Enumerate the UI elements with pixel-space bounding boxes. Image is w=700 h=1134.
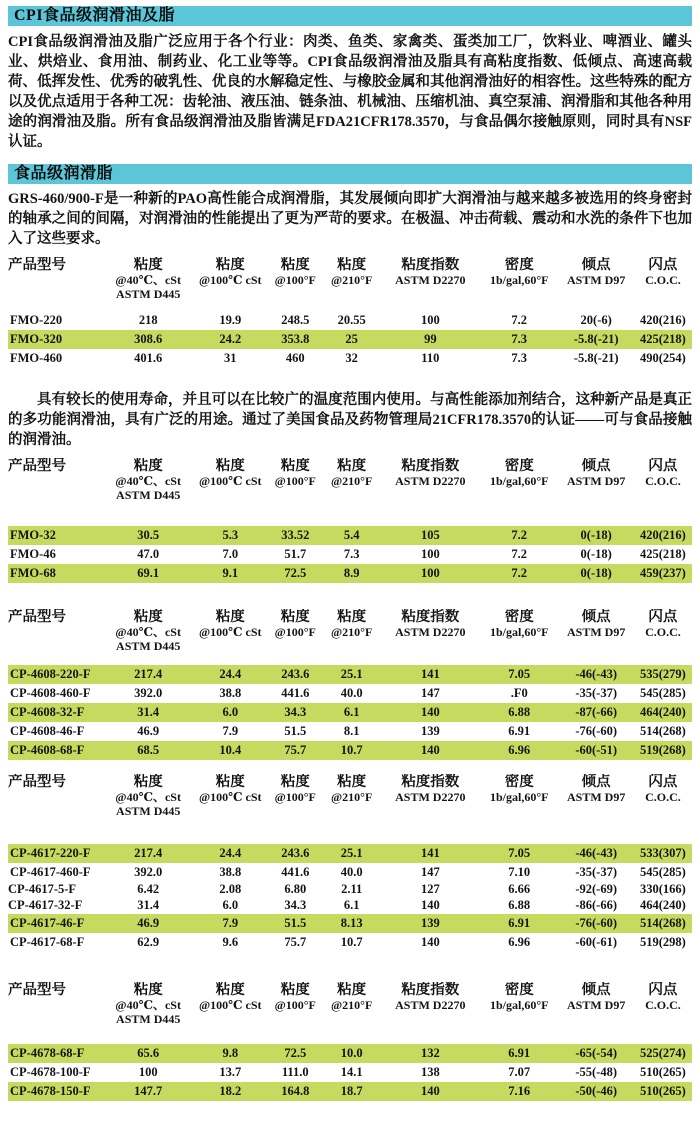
- spec-value: 72.5: [284, 566, 307, 580]
- product-model: FMO-460: [10, 351, 63, 365]
- spec-value: 20(-6): [580, 313, 612, 327]
- spec-value: 7.2: [511, 528, 528, 542]
- spec-value: 6.1: [343, 898, 360, 912]
- spec-value: 0(-18): [580, 547, 612, 561]
- spec-value: 32: [345, 351, 358, 365]
- spec-value: 459(237): [639, 566, 686, 580]
- column-header: 粘度 @100°F: [274, 257, 316, 287]
- product-model: FMO-32: [10, 528, 56, 542]
- spec-value: -92(-69): [575, 882, 617, 896]
- spec-value: 6.88: [508, 705, 531, 719]
- cp-4617-series-table: [8, 774, 692, 952]
- column-header: 粘度 @100°F: [274, 982, 316, 1012]
- spec-value: 140: [420, 1084, 440, 1098]
- column-header: 粘度 @100℃ cSt: [199, 257, 262, 287]
- spec-value: 441.6: [281, 686, 310, 700]
- spec-value: -87(-66): [575, 705, 617, 719]
- column-header: 密度 1b/gal,60°F: [489, 982, 549, 1012]
- product-model: FMO-220: [10, 313, 63, 327]
- spec-value: 147: [420, 865, 440, 879]
- column-header: 粘度 @100°F: [274, 458, 316, 488]
- spec-value: 7.3: [511, 332, 528, 346]
- product-spec-table: [8, 458, 692, 583]
- spec-value: 147.7: [134, 1084, 163, 1098]
- spec-value: 10.7: [340, 935, 363, 949]
- column-header: 粘度指数 ASTM D2270: [395, 982, 466, 1012]
- spec-value: 100: [420, 547, 440, 561]
- product-model: CP-4617-46-F: [10, 916, 85, 930]
- spec-value: 392.0: [134, 686, 163, 700]
- spec-value: 519(298): [639, 935, 686, 949]
- spec-value: 69.1: [137, 566, 160, 580]
- product-model: CP-4678-68-F: [10, 1046, 85, 1060]
- column-header: 产品型号: [8, 774, 66, 790]
- table-row: [8, 330, 692, 349]
- product-model: CP-4617-68-F: [10, 935, 85, 949]
- spec-value: 140: [420, 705, 440, 719]
- spec-value: 514(268): [639, 916, 686, 930]
- spec-value: 33.52: [281, 528, 310, 542]
- intro-paragraph: CPI食品级润滑油及脂广泛应用于各个行业：肉类、鱼类、家禽类、蛋类加工厂，饮料业、啤酒业、罐头业、烘焙业、食用油、制药业、化工业等等。CPI食品级润滑油及脂具有高粘度指数、低倾点、高速高载荷、低挥发性、优秀的破乳性、优良的水解稳定性、与橡胶金属和其他润滑油好的相容性。这些特殊的配方以及优点适用于各种工况：齿轮油、液压油、链条油、机械油、压缩机油、真空泵浦、润滑脂和其他各种用途的润滑油及脂。所有食品级润滑油及脂皆满足FDA21CFR178.3570，与食品偶尔接触原则，同时具有NSF认证。: [8, 34, 692, 150]
- table-row: [8, 564, 692, 583]
- column-header: 粘度 @100℃ cSt: [199, 774, 262, 804]
- spec-value: 218: [138, 313, 158, 327]
- spec-value: 13.7: [219, 1065, 242, 1079]
- spec-value: 217.4: [134, 846, 163, 860]
- spec-value: 34.3: [284, 898, 307, 912]
- spec-value: 164.8: [281, 1084, 310, 1098]
- spec-value: 7.16: [508, 1084, 531, 1098]
- spec-value: 65.6: [137, 1046, 160, 1060]
- spec-value: 6.91: [508, 724, 531, 738]
- spec-value: 6.96: [508, 743, 531, 757]
- product-model: CP-4608-32-F: [10, 705, 85, 719]
- spec-value: 132: [420, 1046, 440, 1060]
- spec-value: -35(-37): [575, 865, 617, 879]
- spec-value: 6.1: [343, 705, 360, 719]
- spec-value: 464(240): [639, 898, 686, 912]
- spec-value: -86(-66): [575, 898, 617, 912]
- product-model: CP-4617-32-F: [8, 898, 83, 912]
- table-row: [8, 703, 692, 722]
- spec-value: 141: [420, 667, 440, 681]
- spec-value: -35(-37): [575, 686, 617, 700]
- spec-value: 147: [420, 686, 440, 700]
- column-header: 粘度 @100℃ cSt: [199, 982, 262, 1012]
- spec-value: 425(218): [639, 332, 686, 346]
- spec-value: 10.4: [219, 743, 242, 757]
- spec-value: 111.0: [281, 1065, 309, 1079]
- spec-value: -50(-46): [575, 1084, 617, 1098]
- cp-4608-series-table: [8, 609, 692, 760]
- spec-value: 10.7: [340, 743, 363, 757]
- column-header: 闪点 C.O.C.: [645, 458, 681, 488]
- spec-value: 2.11: [341, 882, 363, 896]
- column-header: 闪点 C.O.C.: [645, 982, 681, 1012]
- spec-value: 243.6: [281, 846, 310, 860]
- spec-value: 0(-18): [580, 566, 612, 580]
- spec-value: 127: [420, 882, 440, 896]
- table-row: [8, 311, 692, 330]
- spec-value: 140: [420, 935, 440, 949]
- product-spec-table: [8, 257, 692, 368]
- column-header: 产品型号: [8, 458, 66, 474]
- spec-value: 31.4: [137, 898, 160, 912]
- product-model: CP-4617-220-F: [10, 846, 91, 860]
- column-header: 倾点 ASTM D97: [567, 458, 626, 488]
- product-model: CP-4617-5-F: [8, 882, 77, 896]
- spec-value: 441.6: [281, 865, 310, 879]
- column-header: 粘度 @100°F: [274, 774, 316, 804]
- table-header-row: [8, 458, 692, 526]
- section-title-food-grade-grease: 食品级润滑脂: [8, 164, 692, 184]
- product-spec-table: [8, 982, 692, 1101]
- spec-value: 10.0: [340, 1046, 363, 1060]
- spec-value: 31: [224, 351, 237, 365]
- spec-value: 425(218): [639, 547, 686, 561]
- spec-value: 7.10: [508, 865, 531, 879]
- table-row: [8, 741, 692, 760]
- spec-value: 110: [421, 351, 440, 365]
- product-model: CP-4608-68-F: [10, 743, 85, 757]
- spec-value: 31.4: [137, 705, 160, 719]
- spec-value: 7.2: [511, 313, 528, 327]
- product-model: FMO-46: [10, 547, 56, 561]
- spec-value: 5.4: [343, 528, 360, 542]
- column-header: 产品型号: [8, 257, 66, 273]
- spec-value: 140: [420, 743, 440, 757]
- column-header: 粘度 @210°F: [331, 609, 373, 639]
- fmo-high-viscosity-table: [8, 257, 692, 368]
- table-row: [8, 882, 692, 898]
- table-row: [8, 1063, 692, 1082]
- spec-value: 7.05: [508, 667, 531, 681]
- spec-value: -55(-48): [575, 1065, 617, 1079]
- table-row: [8, 844, 692, 863]
- column-header: 粘度指数 ASTM D2270: [395, 609, 466, 639]
- spec-value: 510(265): [639, 1065, 686, 1079]
- spec-value: 6.91: [508, 916, 531, 930]
- section-title-cpi-food-grade-lubricants: CPI食品级润滑油及脂: [8, 6, 692, 26]
- spec-value: 75.7: [284, 935, 307, 949]
- table-row: [8, 545, 692, 564]
- spec-value: 62.9: [137, 935, 160, 949]
- table-row: [8, 665, 692, 684]
- spec-value: -5.8(-21): [573, 351, 619, 365]
- spec-value: 25: [345, 332, 358, 346]
- spec-value: 8.9: [343, 566, 360, 580]
- spec-value: 7.2: [511, 547, 528, 561]
- column-header: 倾点 ASTM D97: [567, 257, 626, 287]
- spec-value: 18.7: [340, 1084, 363, 1098]
- spec-value: 25.1: [340, 846, 363, 860]
- spec-value: 8.13: [340, 916, 363, 930]
- spec-value: 38.8: [219, 686, 242, 700]
- spec-value: 6.96: [508, 935, 531, 949]
- column-header: 粘度 @210°F: [331, 982, 373, 1012]
- spec-value: 24.2: [219, 332, 242, 346]
- spec-value: 217.4: [134, 667, 163, 681]
- table-header-row: [8, 609, 692, 665]
- spec-value: 243.6: [281, 667, 310, 681]
- column-header: 粘度 @210°F: [331, 257, 373, 287]
- spec-value: 20.55: [337, 313, 366, 327]
- spec-value: 7.3: [511, 351, 528, 365]
- spec-value: 141: [420, 846, 440, 860]
- spec-value: 18.2: [219, 1084, 242, 1098]
- spec-value: 420(216): [639, 313, 686, 327]
- spec-value: 72.5: [284, 1046, 307, 1060]
- spec-value: 25.1: [340, 667, 363, 681]
- spec-value: 9.6: [222, 935, 239, 949]
- spec-value: 392.0: [134, 865, 163, 879]
- spec-value: 6.91: [508, 1046, 531, 1060]
- column-header: 粘度 @210°F: [331, 458, 373, 488]
- fmo-low-viscosity-table: [8, 458, 692, 583]
- spec-value: -46(-43): [575, 667, 617, 681]
- table-row: [8, 914, 692, 933]
- spec-value: -76(-60): [575, 724, 617, 738]
- table-row: [8, 349, 692, 368]
- spec-value: 46.9: [137, 916, 160, 930]
- spec-value: 24.4: [219, 846, 242, 860]
- table-row: [8, 863, 692, 882]
- spec-value: 100: [138, 1065, 158, 1079]
- spec-value: 139: [420, 724, 440, 738]
- column-header: 密度 1b/gal,60°F: [489, 774, 549, 804]
- column-header: 粘度 @100°F: [274, 609, 316, 639]
- spec-value: 7.9: [222, 916, 239, 930]
- spec-value: -60(-51): [575, 743, 617, 757]
- spec-value: 51.5: [284, 916, 307, 930]
- spec-value: -46(-43): [575, 846, 617, 860]
- spec-value: 7.05: [508, 846, 531, 860]
- spec-value: 545(285): [639, 865, 686, 879]
- spec-value: 140: [420, 898, 440, 912]
- table-header-row: [8, 257, 692, 311]
- table-row: [8, 684, 692, 703]
- spec-value: 100: [420, 566, 440, 580]
- spec-value: 5.3: [222, 528, 239, 542]
- spec-value: 100: [420, 313, 440, 327]
- column-header: 粘度 @210°F: [331, 774, 373, 804]
- spec-value: 34.3: [284, 705, 307, 719]
- spec-value: 6.0: [222, 705, 239, 719]
- spec-value: 464(240): [639, 705, 686, 719]
- spec-value: 6.42: [137, 882, 160, 896]
- spec-value: 6.66: [508, 882, 531, 896]
- column-header: 粘度指数 ASTM D2270: [395, 774, 466, 804]
- product-model: CP-4678-100-F: [10, 1065, 91, 1079]
- spec-value: 9.1: [222, 566, 239, 580]
- spec-value: 6.0: [222, 898, 239, 912]
- product-model: CP-4678-150-F: [10, 1084, 91, 1098]
- spec-value: 353.8: [281, 332, 310, 346]
- spec-value: 138: [420, 1065, 440, 1079]
- spec-value: 47.0: [137, 547, 160, 561]
- product-model: CP-4608-460-F: [10, 686, 91, 700]
- spec-value: 105: [420, 528, 440, 542]
- spec-value: -60(-61): [575, 935, 617, 949]
- column-header: 粘度 @40℃、cSt ASTM D445: [115, 257, 181, 301]
- column-header: 粘度 @100℃ cSt: [199, 458, 262, 488]
- product-model: FMO-320: [10, 332, 63, 346]
- spec-value: 139: [420, 916, 440, 930]
- spec-value: 525(274): [639, 1046, 686, 1060]
- column-header: 粘度 @40℃、cSt ASTM D445: [115, 982, 181, 1026]
- spec-value: 490(254): [639, 351, 686, 365]
- spec-value: 68.5: [137, 743, 160, 757]
- spec-value: 519(268): [639, 743, 686, 757]
- table-row: [8, 1082, 692, 1101]
- spec-value: 30.5: [137, 528, 160, 542]
- column-header: 闪点 C.O.C.: [645, 774, 681, 804]
- spec-value: 533(307): [639, 846, 686, 860]
- spec-value: 8.1: [343, 724, 360, 738]
- spec-value: 545(285): [639, 686, 686, 700]
- spec-value: 40.0: [340, 686, 363, 700]
- spec-value: 0(-18): [580, 528, 612, 542]
- spec-value: 2.08: [219, 882, 242, 896]
- spec-value: 14.1: [340, 1065, 363, 1079]
- column-header: 产品型号: [8, 982, 66, 998]
- column-header: 闪点 C.O.C.: [645, 609, 681, 639]
- spec-value: 308.6: [134, 332, 163, 346]
- product-spec-table: [8, 609, 692, 760]
- column-header: 产品型号: [8, 609, 66, 625]
- column-header: 倾点 ASTM D97: [567, 982, 626, 1012]
- spec-value: 535(279): [639, 667, 686, 681]
- table-row: [8, 1044, 692, 1063]
- spec-value: 46.9: [137, 724, 160, 738]
- column-header: 倾点 ASTM D97: [567, 774, 626, 804]
- spec-value: 6.80: [284, 882, 307, 896]
- spec-value: 248.5: [281, 313, 310, 327]
- product-model: CP-4617-460-F: [10, 865, 91, 879]
- spec-value: 7.9: [222, 724, 239, 738]
- column-header: 粘度 @40℃、cSt ASTM D445: [115, 774, 181, 818]
- cp-4678-series-table: [8, 982, 692, 1101]
- spec-value: 38.8: [219, 865, 242, 879]
- spec-value: 9.8: [222, 1046, 239, 1060]
- spec-value: 7.07: [508, 1065, 531, 1079]
- column-header: 粘度指数 ASTM D2270: [395, 458, 466, 488]
- column-header: 粘度 @40℃、cSt ASTM D445: [115, 609, 181, 653]
- table-row: [8, 526, 692, 545]
- product-spec-table: [8, 774, 692, 952]
- spec-value: 19.9: [219, 313, 242, 327]
- column-header: 倾点 ASTM D97: [567, 609, 626, 639]
- table-row: [8, 898, 692, 914]
- table-header-row: [8, 774, 692, 844]
- spec-value: 420(216): [639, 528, 686, 542]
- spec-value: 51.5: [284, 724, 307, 738]
- table-header-row: [8, 982, 692, 1044]
- spec-value: -5.8(-21): [573, 332, 619, 346]
- spec-value: -65(-54): [575, 1046, 617, 1060]
- spec-value: 6.88: [508, 898, 531, 912]
- spec-value: 7.3: [343, 547, 360, 561]
- spec-value: 51.7: [284, 547, 307, 561]
- column-header: 粘度 @100℃ cSt: [199, 609, 262, 639]
- column-header: 密度 1b/gal,60°F: [489, 458, 549, 488]
- column-header: 粘度 @40℃、cSt ASTM D445: [115, 458, 181, 502]
- column-header: 密度 1b/gal,60°F: [489, 609, 549, 639]
- spec-value: .F0: [510, 686, 528, 700]
- product-model: FMO-68: [10, 566, 56, 580]
- spec-value: 40.0: [340, 865, 363, 879]
- product-model: CP-4608-220-F: [10, 667, 91, 681]
- service-life-paragraph: 具有较长的使用寿命，并且可以在比较广的温度范围内使用。与高性能添加剂结合，这种新产品是真正的多功能润滑油，具有广泛的用途。通过了美国食品及药物管理局21CFR178.3570的认证——可与食品接触的润滑油。: [8, 392, 692, 448]
- column-header: 闪点 C.O.C.: [645, 257, 681, 287]
- spec-value: 514(268): [639, 724, 686, 738]
- grease-description-paragraph: GRS-460/900-F是一种新的PAO高性能合成润滑脂，其发展倾向即扩大润滑油与越来越多被选用的终身密封的轴承之间的间隔，对润滑油的性能提出了更为严苛的要求。在极温、冲击荷载、震动和水洗的条件下也加入了这些要求。: [8, 191, 692, 247]
- product-model: CP-4608-46-F: [10, 724, 85, 738]
- spec-value: 510(265): [639, 1084, 686, 1098]
- spec-value: 24.4: [219, 667, 242, 681]
- spec-value: 401.6: [134, 351, 163, 365]
- spec-value: 7.2: [511, 566, 528, 580]
- spec-value: 460: [285, 351, 305, 365]
- spec-value: 99: [424, 332, 437, 346]
- table-row: [8, 722, 692, 741]
- column-header: 粘度指数 ASTM D2270: [395, 257, 466, 287]
- spec-value: 330(166): [639, 882, 686, 896]
- spec-value: -76(-60): [575, 916, 617, 930]
- column-header: 密度 1b/gal,60°F: [489, 257, 549, 287]
- spec-value: 7.0: [222, 547, 239, 561]
- table-row: [8, 933, 692, 952]
- spec-value: 75.7: [284, 743, 307, 757]
